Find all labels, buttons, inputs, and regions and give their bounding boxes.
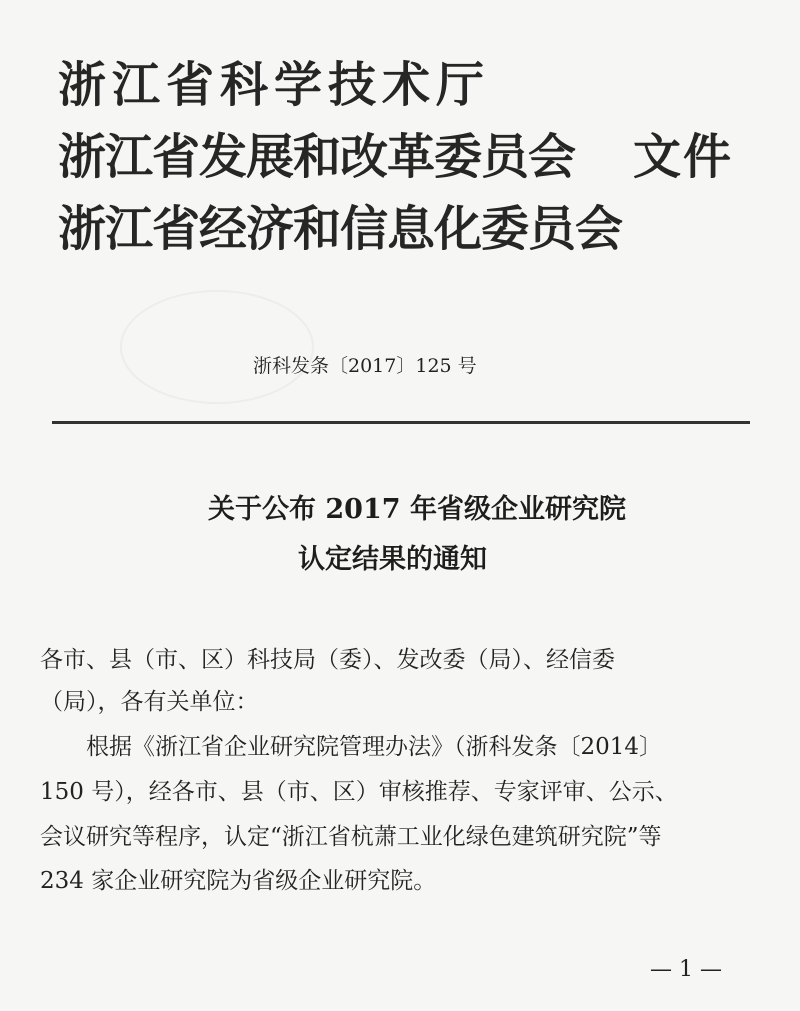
issuer-development-reform: 浙江省发展和改革委员会 bbox=[58, 129, 576, 185]
body-text-line: 234 家企业研究院为省级企业研究院。 bbox=[40, 868, 437, 894]
body-text-line: 根据《浙江省企业研究院管理办法》（浙科发条〔2014〕 bbox=[86, 734, 663, 760]
notice-title-line-2: 认定结果的通知 bbox=[298, 544, 487, 575]
body-text-line: 150 号），经各市、县（市、区）审核推荐、专家评审、公示、 bbox=[40, 779, 678, 805]
issuer-economy-informatization: 浙江省经济和信息化委员会 bbox=[58, 201, 623, 257]
body-text-line: 会议研究等程序，认定“浙江省杭萧工业化绿色建筑研究院”等 bbox=[40, 824, 662, 850]
issuing-authorities bbox=[58, 42, 758, 282]
page-number: — 1 — bbox=[650, 957, 722, 982]
document-number: 浙科发条〔2017〕125 号 bbox=[253, 355, 477, 377]
faint-seal-watermark bbox=[120, 290, 314, 404]
document-label: 文件 bbox=[633, 129, 734, 185]
notice-title-line-1: 关于公布 2017 年省级企业研究院 bbox=[208, 494, 626, 525]
issuer-science-technology: 浙江省科学技术厅 bbox=[58, 57, 491, 113]
body-text-line: 各市、县（市、区）科技局（委）、发改委（局）、经信委 bbox=[40, 647, 615, 673]
header-divider bbox=[52, 421, 750, 424]
body-text-line: （局），各有关单位： bbox=[40, 689, 259, 715]
